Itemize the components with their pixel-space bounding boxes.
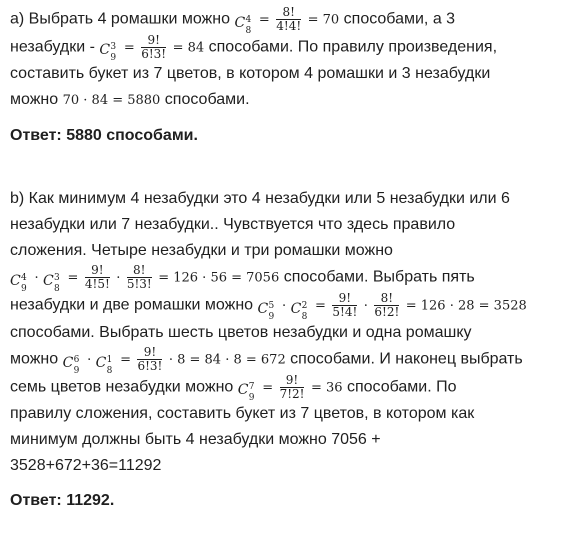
part-a-line-4: [10, 87, 576, 114]
result-672: · 8 = 84 · 8 = 672: [168, 352, 286, 368]
combination-c8-1: C 1 8: [95, 354, 113, 376]
text: семь цветов незабудки можно: [10, 378, 234, 396]
fraction: $\frac{9!}{4!5!}$: [84, 263, 110, 292]
equals: =: [258, 12, 270, 28]
part-a-line-1: [10, 6, 576, 34]
part-b-line-8: семь цветов незабудки можно C 7 9 = $\frac{9!}{7!2!}$ = 36 способами. По: [10, 372, 457, 404]
text: можно: [10, 350, 59, 368]
part-b: [10, 186, 576, 479]
fraction-9-6-3: $\frac{9!}{6!3!}$: [141, 32, 167, 61]
part-b-line-7: можно C 6 9 · C 1 8 = $\frac{9!}{6!3!}$ · 8 = 84 · 8 = 672 способами. И наконец выбрать: [10, 344, 523, 376]
fraction: $\frac{9!}{6!3!}$: [137, 344, 163, 373]
combination-c9-4: C 4 9: [10, 273, 27, 295]
result-84: = 84: [172, 40, 205, 56]
answer-b: Ответ: 11292.: [10, 492, 115, 510]
text: незабудки -: [10, 38, 95, 56]
text: способами. По правилу произведения,: [208, 38, 498, 56]
text: способами. И наконец выбрать: [290, 350, 523, 368]
part-b-line-11: 3528+672+36=11292: [10, 457, 162, 475]
answer-a: Ответ: 5880 способами.: [10, 127, 198, 145]
fraction: $\frac{8!}{6!2!}$: [374, 291, 400, 320]
fraction: $\frac{9!}{7!2!}$: [279, 372, 305, 401]
text: способами. По: [346, 378, 457, 396]
result-70: = 70: [307, 12, 340, 28]
equals: =: [67, 271, 79, 287]
part-a-line-2: [10, 34, 576, 62]
part-b-line-9: правилу сложения, составить букет из 7 цветов, в котором как: [10, 405, 475, 423]
part-a: [10, 6, 576, 114]
text: способами, а 3: [343, 10, 456, 28]
fraction-8-4-4: $\frac{8!}{4!4!}$: [276, 5, 302, 33]
combination-c9-5: C 5 9: [257, 300, 275, 322]
combination-c8-2: C 2 8: [290, 300, 308, 322]
part-a-line-3: составить букет из 7 цветов, в котором 4 ромашки и 3 незабудки: [10, 65, 491, 83]
combination-c9-6: C 6 9: [62, 354, 80, 376]
part-b-line-6: способами. Выбрать шесть цветов незабудки и одна ромашку: [10, 323, 472, 341]
fraction: $\frac{8!}{5!3!}$: [126, 263, 152, 292]
combination-c8-4: C 4 8: [234, 14, 252, 36]
text: можно: [10, 91, 59, 109]
result-3528: = 126 · 28 = 3528: [405, 298, 527, 314]
combination-c9-7: C 7 9: [237, 382, 255, 404]
text: а) Выбрать 4 ромашки можно: [10, 10, 230, 28]
text: способами. Выбрать пять: [283, 269, 475, 287]
result-36: = 36: [310, 380, 343, 396]
text: способами.: [164, 91, 250, 109]
equals: =: [123, 40, 135, 56]
result-7056: = 126 · 56 = 7056: [158, 271, 280, 287]
part-b-line-4: C 4 9 · C 3 8 = $\frac{9!}{4!5!}$ · $\frac{8!}{5!3!}$ = 126 · 56 = 7056 способами. Выбрать пять: [10, 263, 475, 295]
part-b-line-1: b) Как минимум 4 незабудки это 4 незабудки или 5 незабудки или 6: [10, 190, 510, 208]
product-math: 70 · 84 = 5880: [62, 93, 161, 109]
part-b-line-2: незабудки или 7 незабудки.. Чувствуется что здесь правило: [10, 216, 456, 234]
combination-c8-3: C 3 8: [43, 273, 60, 295]
fraction: $\frac{9!}{5!4!}$: [332, 291, 358, 320]
part-b-line-5: незабудки и две ромашки можно C 5 9 · C 2 8 = $\frac{9!}{5!4!}$ · $\frac{8!}{6!2!}$ = 126 · 28 = 3528: [10, 291, 527, 322]
text: незабудки и две ромашки можно: [10, 296, 254, 314]
dot: ·: [34, 271, 39, 287]
part-b-line-3: сложения. Четыре незабудки и три ромашки можно: [10, 242, 393, 260]
part-b-line-10: минимум должны быть 4 незабудки можно 7056 +: [10, 431, 381, 449]
combination-c9-3: C 3 9: [99, 42, 117, 64]
